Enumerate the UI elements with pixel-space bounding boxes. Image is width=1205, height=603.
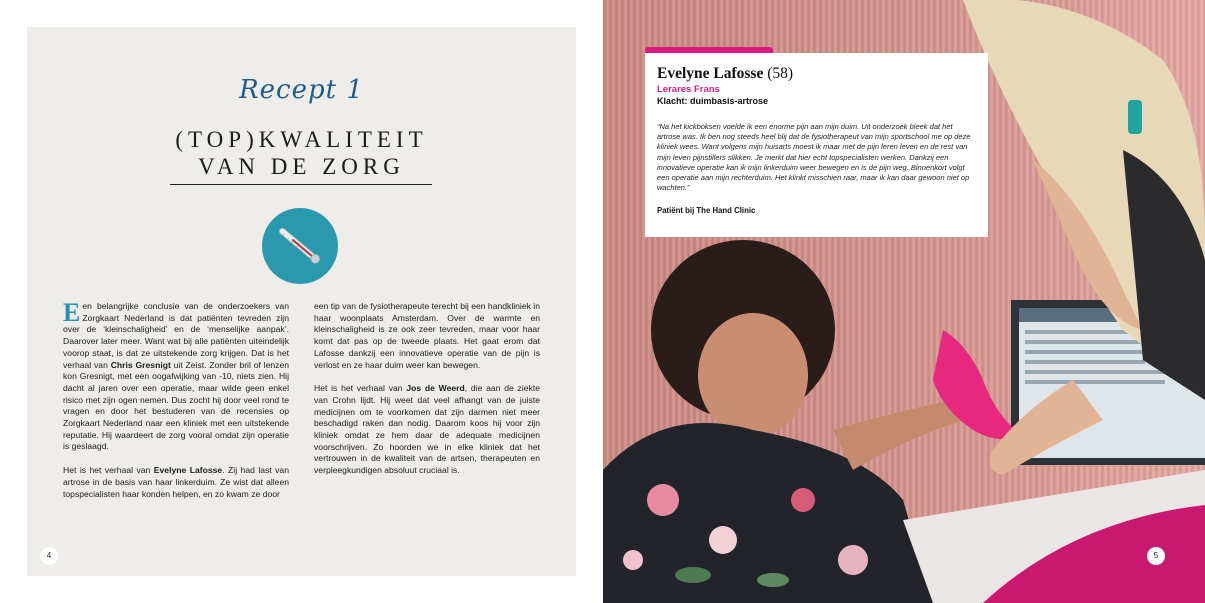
- paragraph: [314, 383, 540, 477]
- left-page: [27, 27, 576, 576]
- name-jos-de-weerd: Jos de Weerd: [406, 383, 465, 394]
- paragraph-text: en belangrijke conclusie van de onderzoekers van Zorgkaart Nederland is dat patiënten tevreden zijn over de ‘kleinschaligheid’ en de ‘menselijke aanpak’. Daarover later meer. Want wat bij alle patiënten uiteindelijk voorop staat, is dat ze uitstekende zorg krijgen. Dat is het verhaal van: [63, 301, 289, 370]
- patient-quote: “Na het kickboksen voelde ik een enorme pijn aan mijn duim. Uit onderzoek bleek dat het artrose was. Ik ben nog steeds heel blij dat de fysiotherapeut van mijn sportschool me op deze kliniek wees. Want volgens mijn huisarts moest ik maar met de pijn leren leven en de rest van mijn leven pijnstillers slikken. Je merkt dat hier echt topspecialisten werken. Dankzij een innovatieve operatie kan ik mijn linkerduim weer bewegen en is de pijn weg. Binnenkort volgt een operatie aan mijn rechterduim. Het klinkt misschien raar, maar ik kan daar gewoon niet op wachten.”: [657, 122, 971, 193]
- paragraph-text: , die aan de ziekte van Crohn lijdt. Hij weet dat veel afhangt van de juiste medicijnen om te voorkomen dat zijn darmen niet meer beschadigd raken dan nodig. Daarom koos hij voor zijn kliniek omdat ze hem daar de adequate medicijnen voorschrijven. Zo hoorden we in elke kliniek dat het vertrouwen in de kwaliteit van de artsen, therapeuten en verpleegkundigen absoluut cruciaal is.: [314, 383, 540, 476]
- heading-line-2: VAN DE ZORG: [198, 154, 405, 179]
- patient-age: (58): [767, 65, 794, 82]
- paragraph: [63, 465, 289, 500]
- heading-divider: [170, 184, 432, 185]
- patient-complaint: Klacht: duimbasis-artrose: [657, 96, 769, 106]
- card-name: [657, 65, 976, 83]
- patient-role: Lerares Frans: [657, 84, 720, 95]
- paragraph: [63, 298, 290, 453]
- paragraph-text: . Zij had last van artrose in de basis van haar linkerduim. Ze wist dat alleen topspecialisten haar konden helpen, en zo kwam ze door: [63, 465, 289, 499]
- paragraph-text: Het is het verhaal van: [63, 465, 154, 476]
- page-number-right: 5: [1147, 547, 1165, 565]
- thermometer-icon: [262, 208, 338, 284]
- paragraph-text: Het is het verhaal van: [314, 383, 407, 394]
- drop-cap: E: [63, 298, 81, 327]
- body-column-1: [63, 298, 290, 512]
- paragraph: [314, 301, 540, 371]
- patient-name: Evelyne Lafosse: [657, 65, 764, 82]
- name-chris-gresnigt: Chris Gresnigt: [110, 359, 171, 370]
- body-column-2: [314, 301, 540, 489]
- page-number-left: 4: [40, 547, 58, 565]
- info-card: [645, 53, 988, 237]
- paragraph-text: uit Zeist. Zonder bril of lenzen kon Gresnigt, met een oogafwijking van -10, niets zien. Hij dacht al jaren over een operatie, maar wilde geen enkel risico met zijn ogen nemen. Dus zocht hij door veel rond te vragen en door het bestuderen van de recensies op Zorgkaart Nederland naar een kliniek met een uitstekende reputatie. Hij waardeert de zorg vooral omdat zijn operatie is geslaagd.: [63, 359, 290, 452]
- recept-title: Recept 1: [239, 75, 364, 105]
- paragraph-text: een tip van de fysiotherapeute terecht bij een handkliniek in haar woonplaats Amsterdam. Over de warmte en kleinschaligheid is ze ook zeer tevreden, maar voor haar komt dat pas op de tweede plaats. Het gaat erom dat Lafosse dankzij een innovatieve operatie van de pijn is verlost en ze haar duim weer kan bewegen.: [314, 301, 540, 370]
- card-footer: Patiënt bij The Hand Clinic: [657, 206, 756, 216]
- heading-line-1: (TOP)KWALITEIT: [175, 127, 428, 152]
- name-evelyne-lafosse: Evelyne Lafosse: [153, 465, 223, 476]
